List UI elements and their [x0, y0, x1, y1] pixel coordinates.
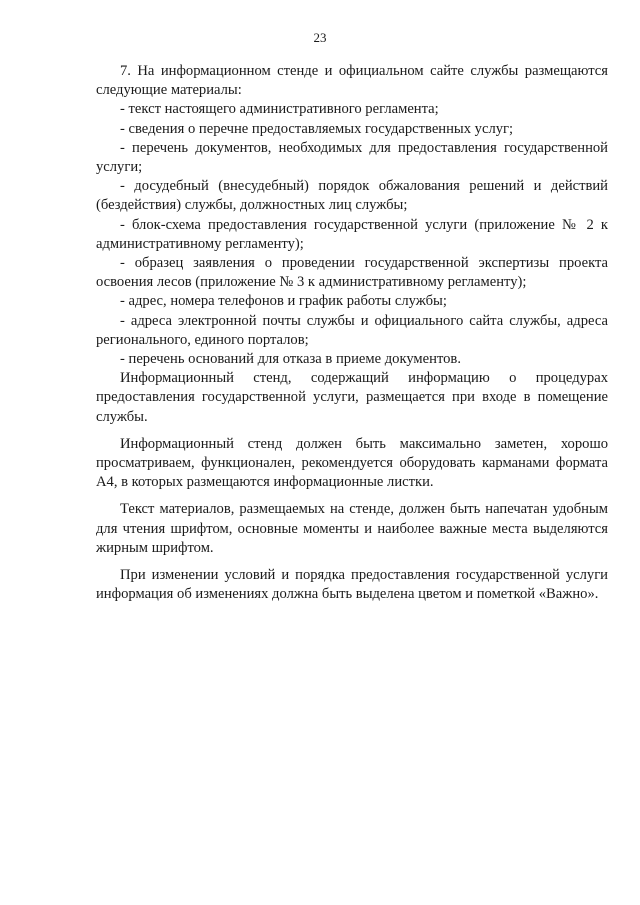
paragraph-stand-location: Информационный стенд, содержащий информацию о процедурах предоставления государственной услуги, размещается при входе в помещение службы. — [96, 370, 608, 425]
list-item-address-phones: - адрес, номера телефонов и график работы службы; — [120, 293, 447, 310]
document-body — [96, 62, 608, 604]
page-number: 23 — [313, 30, 327, 45]
paragraph-section-7-intro: 7. На информационном стенде и официальном сайте службы размещаются следующие материалы: — [96, 63, 608, 99]
list-item-application-sample: - образец заявления о проведении государственной экспертизы проекта освоения лесов (приложение № 3 к административному регламенту); — [96, 255, 608, 291]
list-item-flowchart: - блок-схема предоставления государственной услуги (приложение № 2 к административному регламенту); — [96, 216, 608, 252]
paragraph-stand-requirements: Информационный стенд должен быть максимально заметен, хорошо просматриваем, функционален, рекомендуется оборудовать карманами формата А4, в которых размещаются информационные листки. — [96, 435, 608, 491]
list-item-email-portals: - адреса электронной почты службы и официального сайта службы, адреса регионального, единого порталов; — [96, 312, 608, 348]
list-item-regulation-text: - текст настоящего административного регламента; — [120, 101, 439, 118]
list-item-documents-list: - перечень документов, необходимых для предоставления государственной услуги; — [96, 139, 608, 176]
list-item-services-list: - сведения о перечне предоставляемых государственных услуг; — [120, 120, 514, 137]
list-item-refusal-grounds: - перечень оснований для отказа в приеме документов. — [120, 351, 461, 368]
list-item-appeal-procedure: - досудебный (внесудебный) порядок обжалования решений и действий (бездействия) службы, должностных лиц службы; — [96, 178, 608, 214]
paragraph-text-formatting: Текст материалов, размещаемых на стенде, должен быть напечатан удобным для чтения шрифтом, основные моменты и наиболее важные места выделяются жирным шрифтом. — [96, 501, 608, 556]
paragraph-changes-notice: При изменении условий и порядка предоставления государственной услуги информация об изменениях должна быть выделена цветом и пометкой «Важно». — [96, 567, 608, 603]
